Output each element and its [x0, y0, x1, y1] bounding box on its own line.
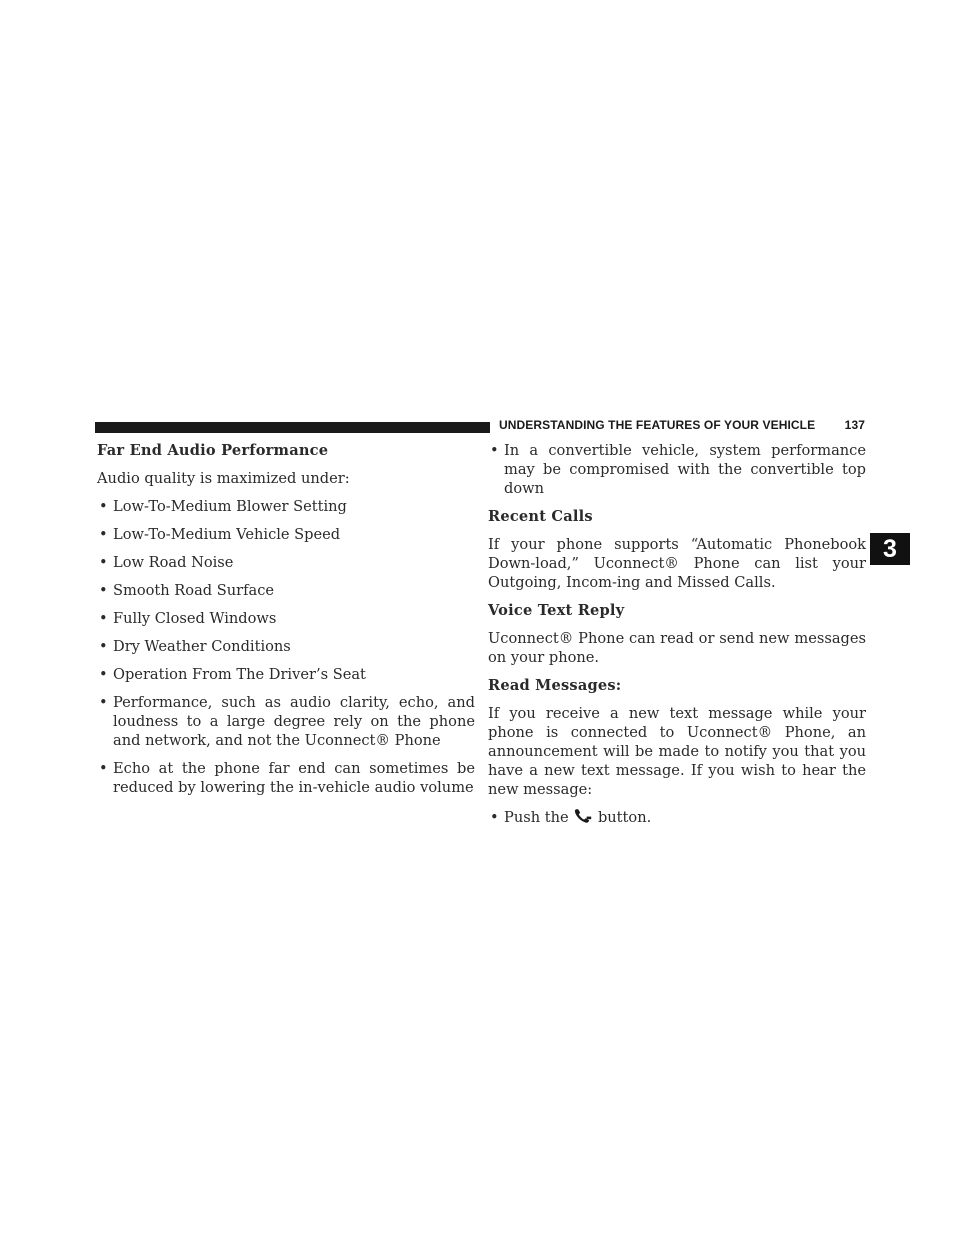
- left-column: [97, 441, 475, 806]
- list-item-text: Echo at the phone far end can sometimes be reduced by lowering the in-vehicle audio volume: [113, 760, 475, 796]
- bullet: •: [99, 694, 108, 711]
- read-messages-text: If you receive a new text message while your phone is connected to Uconnect® Phone, an announcement will be made to notify you that you have a new text message. If you wish to hear the new message:: [488, 705, 866, 798]
- list-item-text: Low-To-Medium Blower Setting: [113, 498, 347, 515]
- bullet: •: [99, 498, 108, 515]
- list-item: [97, 497, 475, 516]
- bullet: •: [490, 442, 499, 459]
- list-item-text: Dry Weather Conditions: [113, 638, 291, 655]
- header-rule: [95, 422, 490, 433]
- bullet: •: [490, 809, 499, 826]
- section-heading-voice-text-reply: Voice Text Reply: [488, 602, 625, 619]
- bullet: •: [99, 582, 108, 599]
- intro-text: Audio quality is maximized under:: [97, 470, 350, 487]
- convertible-note-list: [488, 441, 866, 498]
- list-item: [97, 525, 475, 544]
- list-item-text: Smooth Road Surface: [113, 582, 275, 599]
- list-item-text: Performance, such as audio clarity, echo, and loudness to a large degree rely on the phone and network, and not the Uconnect® Phone: [113, 694, 475, 749]
- list-item: [97, 693, 475, 750]
- list-item-text: Low-To-Medium Vehicle Speed: [113, 526, 341, 543]
- bullet: •: [99, 554, 108, 571]
- phone-icon: [574, 808, 592, 824]
- section-heading-read-messages: Read Messages:: [488, 677, 622, 694]
- bullet: •: [99, 610, 108, 627]
- section-heading-recent-calls: Recent Calls: [488, 508, 593, 525]
- bullet: •: [99, 760, 108, 777]
- bullet: •: [99, 526, 108, 543]
- header-title: UNDERSTANDING THE FEATURES OF YOUR VEHICLE: [499, 418, 816, 432]
- list-item-text: Low Road Noise: [113, 554, 234, 571]
- running-header: [499, 418, 865, 432]
- right-column: [488, 441, 866, 836]
- list-item: [488, 808, 866, 827]
- list-item-text: Fully Closed Windows: [113, 610, 277, 627]
- push-instruction-after: button.: [597, 809, 652, 826]
- voice-text-reply-text: Uconnect® Phone can read or send new messages on your phone.: [488, 630, 866, 666]
- push-instruction-before: Push the: [504, 809, 569, 826]
- bullet: •: [99, 638, 108, 655]
- list-item: [97, 609, 475, 628]
- list-item: [97, 581, 475, 600]
- list-item: [97, 759, 475, 797]
- list-item: [97, 553, 475, 572]
- page-number: 137: [844, 418, 865, 432]
- list-item-text: Operation From The Driver’s Seat: [113, 666, 366, 683]
- list-item: [488, 441, 866, 498]
- list-item: [97, 637, 475, 656]
- bullet: •: [99, 666, 108, 683]
- push-button-list: [488, 808, 866, 827]
- list-item: [97, 665, 475, 684]
- section-heading-far-end-audio: Far End Audio Performance: [97, 442, 329, 459]
- list-item-text: In a convertible vehicle, system performance may be compromised with the convertible top down: [504, 442, 866, 497]
- recent-calls-text: If your phone supports “Automatic Phonebook Down-load,” Uconnect® Phone can list your Outgoing, Incom-ing and Missed Calls.: [488, 536, 866, 591]
- audio-conditions-list: [97, 497, 475, 797]
- chapter-tab: 3: [870, 533, 910, 565]
